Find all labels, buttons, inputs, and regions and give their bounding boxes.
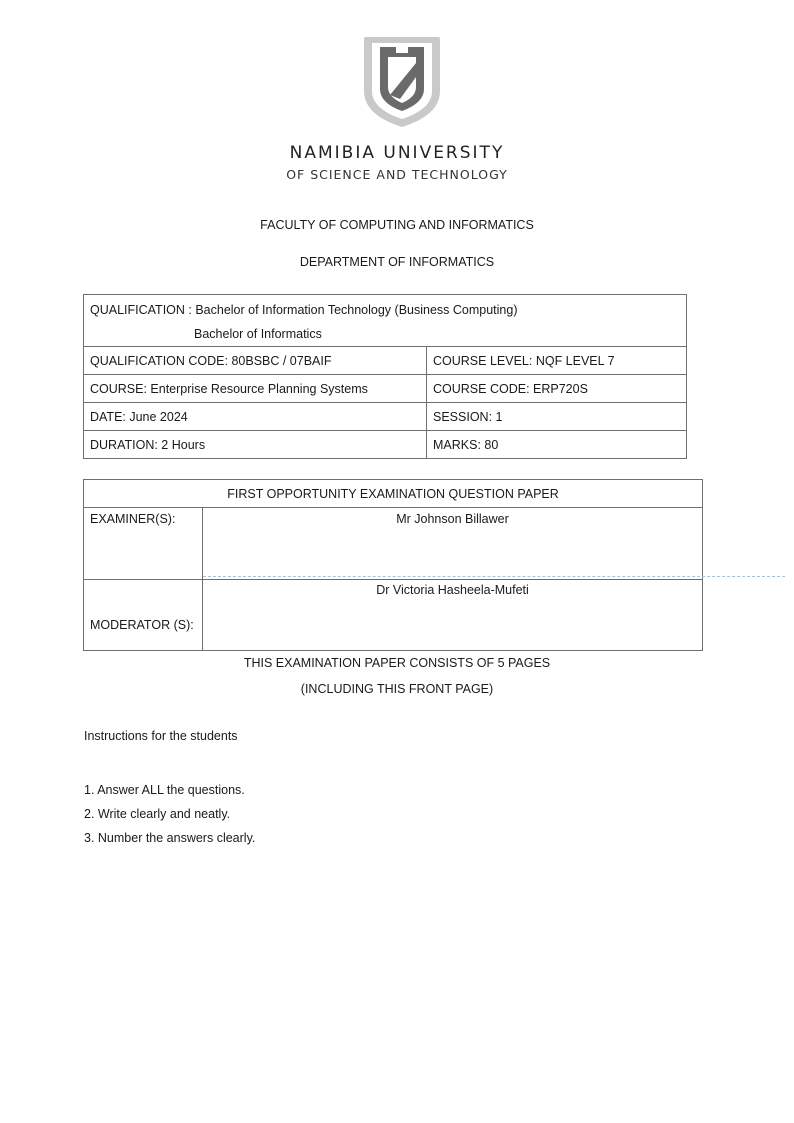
scan-artifact-line: [203, 576, 785, 577]
qualification-code-cell: QUALIFICATION CODE: 80BSBC / 07BAIF: [84, 347, 427, 375]
examiner-label: EXAMINER(S):: [84, 508, 203, 580]
instruction-item: 2. Write clearly and neatly.: [84, 807, 231, 821]
course-code-cell: COURSE CODE: ERP720S: [427, 375, 687, 403]
pages-note-line-2: (INCLUDING THIS FRONT PAGE): [300, 682, 494, 696]
pages-note-line-1: THIS EXAMINATION PAPER CONSISTS OF 5 PAGES: [243, 656, 551, 670]
examiner-table: [83, 479, 703, 651]
university-name: NAMIBIA UNIVERSITY: [289, 143, 505, 163]
session-cell: SESSION: 1: [427, 403, 687, 431]
qualification-cell: [84, 295, 687, 347]
date-cell: DATE: June 2024: [84, 403, 427, 431]
qualification-line-2: Bachelor of Informatics: [194, 327, 322, 341]
instruction-item: 3. Number the answers clearly.: [84, 831, 256, 845]
course-level-cell: COURSE LEVEL: NQF LEVEL 7: [427, 347, 687, 375]
instruction-item: 1. Answer ALL the questions.: [84, 783, 245, 797]
duration-cell: DURATION: 2 Hours: [84, 431, 427, 459]
faculty-heading: FACULTY OF COMPUTING AND INFORMATICS: [260, 218, 534, 232]
moderator-name: Dr Victoria Hasheela-Mufeti: [203, 580, 703, 651]
university-subtitle: OF SCIENCE AND TECHNOLOGY: [286, 167, 508, 182]
marks-cell: MARKS: 80: [427, 431, 687, 459]
course-info-table: [83, 294, 687, 459]
exam-paper-title: FIRST OPPORTUNITY EXAMINATION QUESTION PAPER: [84, 480, 703, 508]
instructions-list: [84, 778, 255, 850]
instructions-heading: Instructions for the students: [84, 729, 238, 743]
department-heading: DEPARTMENT OF INFORMATICS: [299, 255, 495, 269]
moderator-label: MODERATOR (S):: [84, 580, 203, 651]
university-logo: [356, 33, 448, 129]
qualification-line: QUALIFICATION : Bachelor of Information Technology (Business Computing): [90, 303, 518, 317]
course-cell: COURSE: Enterprise Resource Planning Systems: [84, 375, 427, 403]
examiner-name: Mr Johnson Billawer: [203, 508, 703, 580]
